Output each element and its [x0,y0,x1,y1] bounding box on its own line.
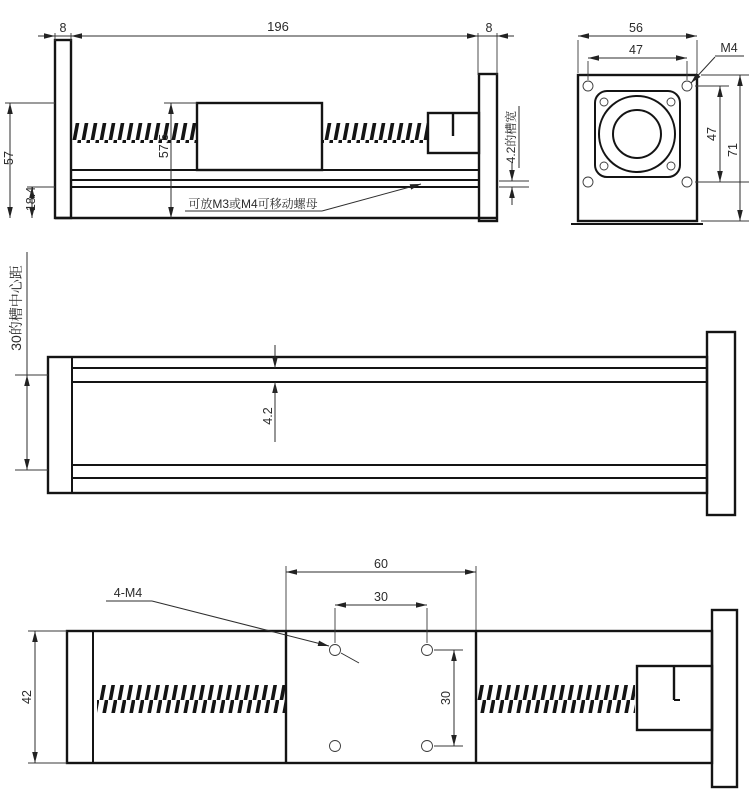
end-view-dimensions [578,21,749,221]
side-view-dimensions [2,19,529,218]
motor-boss-outer [599,96,675,172]
dim-carriage-height: 57.5 [157,133,171,159]
side-view-geometry [55,40,497,221]
plan-view [8,252,735,515]
right-end-plate [479,74,497,221]
carriage-hole [330,741,341,752]
corner-hole [682,81,692,91]
carriage-hole [330,645,341,656]
dim-hole-span-h: 30 [374,590,388,604]
dim-slot-width: 4.2 [261,407,275,425]
carriage-hole [422,645,433,656]
lead-screw-right [476,685,635,713]
corner-hole [583,81,593,91]
lead-screw-left [72,123,196,143]
dim-plate-height: 71 [726,143,740,157]
m4-leader [691,57,715,83]
dim-left-end: 8 [59,21,67,35]
nut-note-leader [322,184,421,211]
bottom-view-geometry [67,610,737,787]
flange-hole [667,98,675,106]
side-view [2,19,529,221]
dim-hole-span-v: 30 [439,691,453,705]
dim-plate-width: 56 [629,21,643,35]
plan-view-geometry [48,332,735,515]
dim-right-end: 8 [485,21,493,35]
bottom-view [20,557,737,787]
left-end-plate [55,40,71,218]
rail-body [48,357,707,493]
flange-hole [600,162,608,170]
carriage-hole [422,741,433,752]
nut-note: 可放M3或M4可移动螺母 [188,197,318,211]
hole-thread-label: M4 [720,41,738,55]
dim-carriage-length: 60 [374,557,388,571]
right-end-plate [712,610,737,787]
dim-length: 196 [267,19,289,34]
dim-height: 57 [2,151,16,165]
flange-hole [600,98,608,106]
flange-hole [667,162,675,170]
holes-label: 4-M4 [113,586,143,600]
dim-hole-span-h: 47 [629,43,643,57]
dim-base-height: 18.4 [24,186,38,212]
corner-hole [682,177,692,187]
bottom-view-dimensions [20,557,476,763]
carriage-block [197,103,322,170]
dim-hole-span-v: 47 [705,127,719,141]
dim-body-width: 42 [20,690,34,704]
slot-width-note: 4.2的槽宽 [504,110,518,164]
end-view-geometry [571,75,703,224]
motor-boss-inner [613,110,661,158]
right-end-plate [707,332,735,515]
slot-center-note: 30的槽中心距 [8,265,24,351]
lead-screw-right [323,123,428,143]
holes-leader [152,601,329,646]
lead-screw-left [97,685,286,713]
corner-hole [583,177,593,187]
end-view [571,21,749,224]
